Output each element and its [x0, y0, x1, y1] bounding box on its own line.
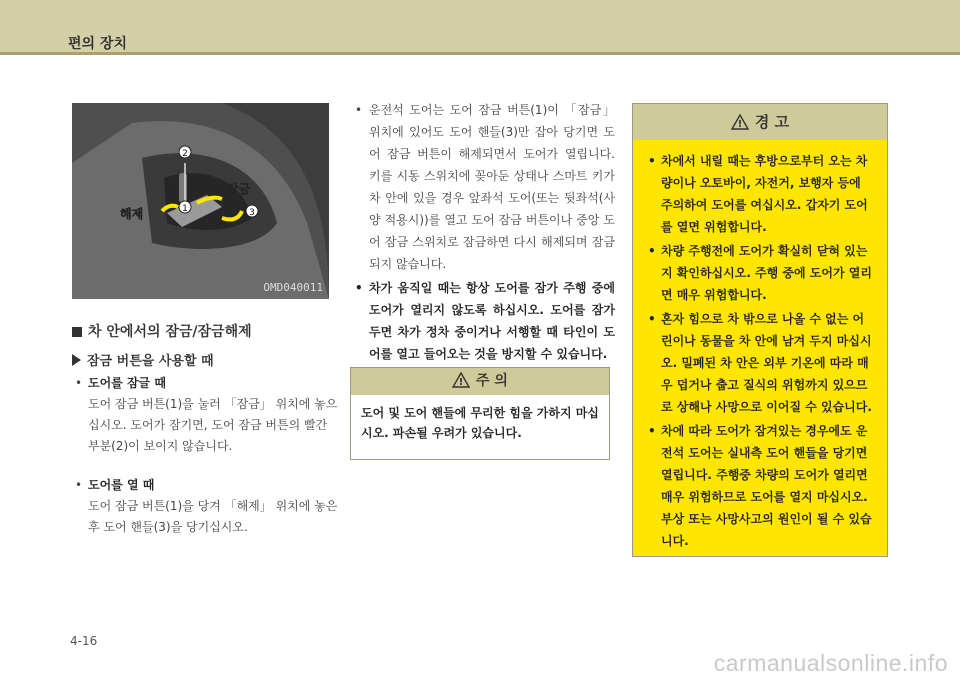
warning-box — [632, 103, 888, 557]
sub-heading: 잠금 버튼을 사용할 때 — [72, 350, 214, 369]
warning-item: • 혼자 힘으로 차 밖으로 나올 수 없는 어린이나 동물을 차 안에 남겨 두지 마십시오. 밀폐된 차 안은 외부 기온에 따라 매우 덥거나 춥고 질식의 위험까지 있으므로 상해나 사망으로 이어질 수 있습니다. — [648, 312, 872, 414]
figure-code: OMD040011 — [263, 281, 323, 294]
warning-body — [633, 140, 887, 552]
lock-door-item: • 도어를 잠글 때 도어 잠금 버튼(1)을 눌러 「잠금」 위치에 놓으 십시오. 도어가 잠기면, 도어 잠금 버튼의 빨간 부분(2)이 보이지 않습니다. — [75, 376, 338, 453]
page-header-title: 편의 장치 — [68, 36, 127, 52]
caution-body: 도어 및 도어 핸들에 무리한 힘을 가하지 마십시오. 파손될 우려가 있습니다. — [361, 406, 599, 440]
warning-triangle-icon — [731, 114, 749, 130]
warning-item: • 차에서 내릴 때는 후방으로부터 오는 차량이나 오토바이, 자전거, 보행자 등에 주의하여 도어를 여십시오. 갑자기 도어를 열면 위험합니다. — [648, 154, 868, 234]
callout-2: 2 — [182, 149, 188, 159]
lock-door-title: 도어를 잠글 때 — [88, 376, 166, 390]
label-lock: 잠금 — [227, 182, 251, 196]
caution-box — [350, 367, 610, 460]
unlock-door-title: 도어를 열 때 — [88, 478, 155, 492]
page-number: 4-16 — [70, 634, 98, 648]
warning-triangle-icon — [452, 372, 470, 388]
lock-door-line-1: 도어 잠금 버튼(1)을 눌러 「잠금」 위치에 놓으 — [88, 397, 338, 411]
unlock-door-item: • 도어를 열 때 도어 잠금 버튼(1)을 당겨 「해제」 위치에 놓은 후 도어 핸들(3)을 당기십시오. — [75, 478, 338, 534]
header-divider — [0, 52, 960, 55]
warning-item: • 차량 주행전에 도어가 확실히 닫혀 있는지 확인하십시오. 주행 중에 도어가 열리면 매우 위험합니다. — [648, 244, 872, 302]
svg-text:!: ! — [458, 377, 464, 388]
label-release: 해제 — [120, 207, 144, 221]
warning-item: • 차에 따라 도어가 잠겨있는 경우에도 운전석 도어는 실내측 도어 핸들을 당기면 열립니다. 주행중 차량의 도어가 열리면 매우 위험하므로 도어를 열지 마십시오. 부상 또는 사망사고의 원인이 될 수 있습니다. — [648, 424, 872, 548]
callout-1: 1 — [182, 204, 188, 214]
door-lock-photo — [72, 103, 329, 299]
svg-text:!: ! — [737, 119, 743, 130]
door-lock-illustration — [72, 103, 329, 299]
square-bullet-icon — [72, 327, 82, 337]
header-bar — [0, 0, 960, 52]
warning-title: 경 고 — [754, 113, 790, 131]
section-heading: 차 안에서의 잠금/잠금해제 — [72, 321, 252, 341]
middle-column — [355, 99, 615, 367]
lock-door-line-3: 부분(2)이 보이지 않습니다. — [88, 439, 233, 453]
unlock-door-line-1: 도어 잠금 버튼(1)을 당겨 「해제」 위치에 놓은 — [88, 499, 338, 513]
lock-while-driving-note: • 차가 움직일 때는 항상 도어를 잠가 주행 중에 도어가 열리지 않도록 하십시오. 도어를 잠가 두면 차가 정차 중이거나 서행할 때 타인이 도어를 열고 들어오는 것을 방지할 수 있습니다. — [355, 281, 615, 361]
callout-3: 3 — [249, 208, 255, 218]
unlock-door-line-2: 후 도어 핸들(3)을 당기십시오. — [88, 520, 248, 534]
caution-title: 주 의 — [476, 373, 508, 389]
driver-door-note: • 운전석 도어는 도어 잠금 버튼(1)이 「잠금」 위치에 있어도 도어 핸들(3)만 잡아 당기면 도어 잠금 버튼이 해제되면서 도어가 열립니다. 키를 시동 스위치에 꽂아둔 상태나 스마트 키가 차 안에 있을 경우 앞좌석 도어(또는 뒷좌석(사양 적용시))를 열고 도어 잠금 버튼이나 중앙 도어 잠금 스위치로 잠금하면 다시 해제되며 잠금되지 않습니다. — [355, 103, 615, 271]
lock-door-line-2: 십시오. 도어가 잠기면, 도어 잠금 버튼의 빨간 — [88, 418, 328, 432]
caution-header — [351, 368, 609, 395]
warning-header — [633, 104, 887, 140]
watermark: carmanualsonline.info — [713, 650, 948, 676]
triangle-bullet-icon — [72, 354, 81, 366]
